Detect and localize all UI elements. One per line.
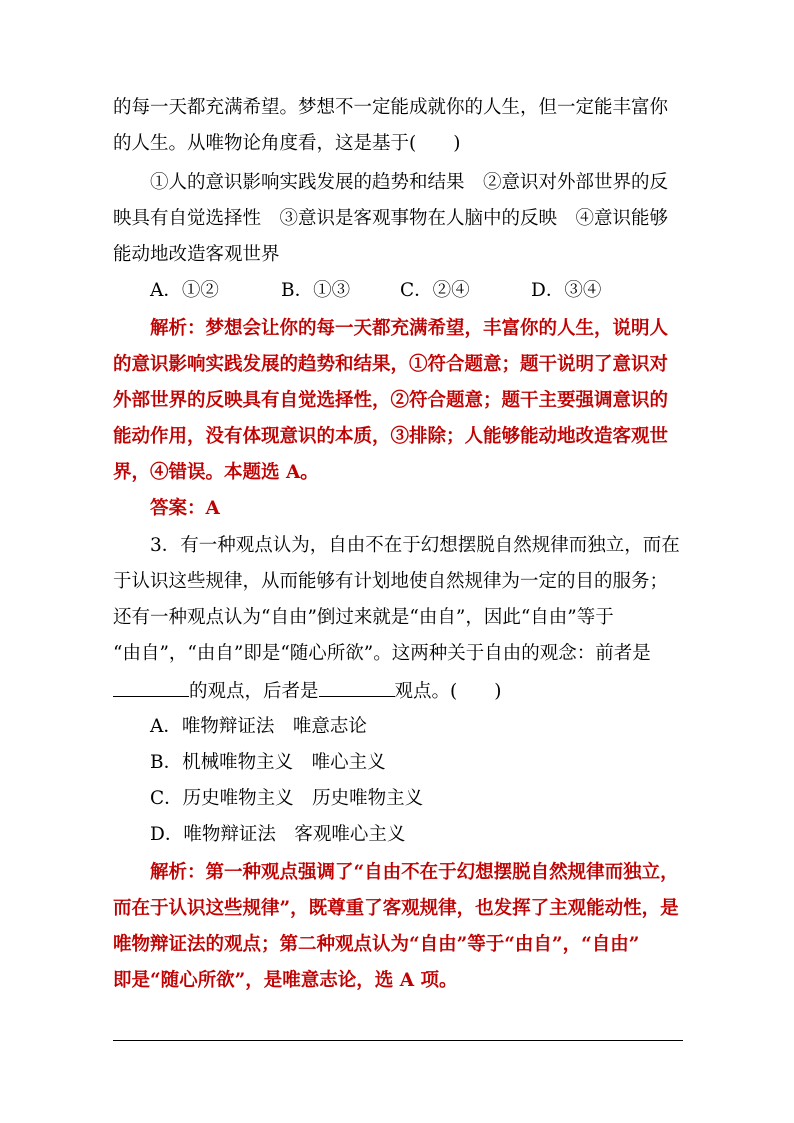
q2-option-d: D．③④ (531, 280, 602, 301)
q2-answer-label: 答案 (150, 498, 188, 519)
q3-option-b: B．机械唯物主义 唯心主义 (150, 752, 386, 773)
q2-option-b: B．①③ (281, 280, 351, 301)
q3-option-c: C．历史唯物主义 历史唯物主义 (150, 788, 424, 809)
q2-statement-line: ①人的意识影响实践发展的趋势和结果 ②意识对外部世界的反 (150, 172, 669, 193)
q3-stem-line: 于认识这些规律，从而能够有计划地使自然规律为一定的目的服务； (113, 571, 669, 592)
q3-analysis-line: 即是“随心所欲”，是唯意志论，选 A 项。 (113, 970, 458, 991)
q3-analysis-line: 而在于认识这些规律”，既尊重了客观规律，也发挥了主观能动性，是 (113, 898, 679, 919)
q3-stem-line: 还有一种观点认为“自由”倒过来就是“由自”，因此“自由”等于 (113, 607, 614, 628)
q2-statement-line: 能动地改造客观世界 (113, 244, 280, 265)
q3-option-d: D．唯物辩证法 客观唯心主义 (150, 824, 406, 845)
q3-stem-line: 3．有一种观点认为，自由不在于幻想摆脱自然规律而独立，而在 (150, 535, 680, 556)
q3-option-a: A．唯物辩证法 唯意志论 (150, 716, 367, 737)
q2-option-c: C．②④ (400, 280, 470, 301)
q3-stem-line: “由自”，“由自”即是“随心所欲”。这两种关于自由的观念：前者是 (113, 643, 651, 664)
q3-analysis-line: 唯物辩证法的观点；第二种观点认为“自由”等于“由自”，“自由” (113, 934, 640, 955)
q2-stem-line: 的人生。从唯物论角度看，这是基于( ) (113, 133, 461, 154)
q3-analysis-line: 解析：第一种观点强调了“自由不在于幻想摆脱自然规律而独立， (150, 862, 679, 883)
q2-answer-value: ：A (187, 498, 220, 519)
q2-analysis-line: 能动作用，没有体现意识的本质，③排除；人能够能动地改造客观世 (113, 426, 669, 447)
q2-analysis-line: 解析：梦想会让你的每一天都充满希望，丰富你的人生，说明人 (150, 318, 669, 339)
q3-stem-line: 的观点，后者是 观点。( ) (113, 678, 683, 704)
fill-in-blank (319, 678, 395, 697)
q2-analysis-line: 的意识影响实践发展的趋势和结果，①符合题意；题干说明了意识对 (113, 354, 669, 375)
q3-analysis-label: 解析 (150, 862, 188, 883)
q2-answer (150, 497, 720, 521)
footer-divider (113, 1040, 683, 1041)
q2-option-a: A．①② (150, 280, 219, 301)
q2-stem-line: 的每一天都充满希望。梦想不一定能成就你的人生，但一定能丰富你 (113, 97, 669, 118)
q2-analysis-label: 解析 (150, 318, 188, 339)
q2-statement-line: 映具有自觉选择性 ③意识是客观事物在人脑中的反映 ④意识能够 (113, 208, 669, 229)
q2-analysis-line: 界，④错误。本题选 A。 (113, 462, 319, 483)
fill-in-blank (113, 678, 189, 697)
q2-analysis-line: 外部世界的反映具有自觉选择性，②符合题意；题干主要强调意识的 (113, 390, 669, 411)
